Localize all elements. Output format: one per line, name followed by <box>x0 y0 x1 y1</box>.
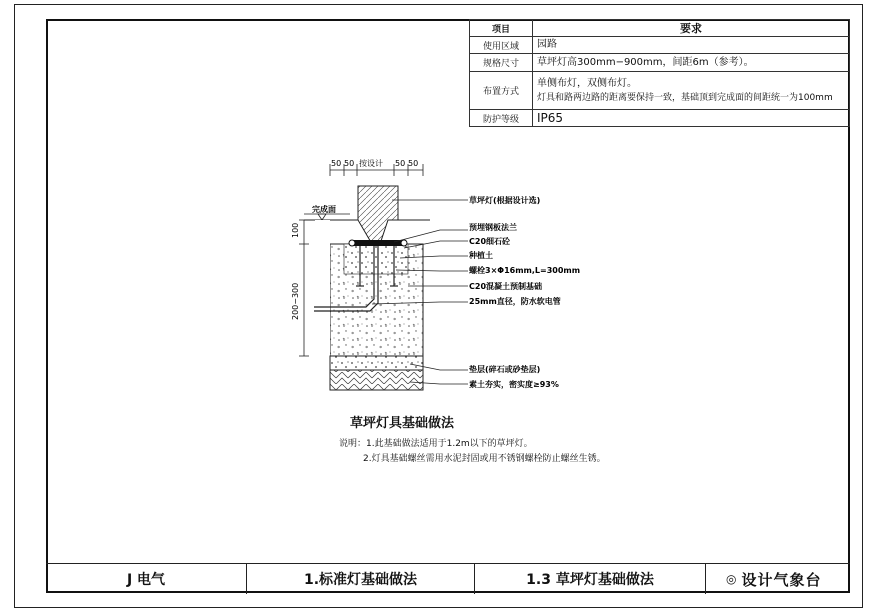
wechat-icon: ◎ <box>726 572 738 586</box>
title-block-logo <box>706 564 850 594</box>
callout-lamp: 草坪灯(根据设计选) <box>469 196 541 205</box>
spec-value-protection: IP65 <box>533 110 850 127</box>
callout-cushion: 垫层(碎石或砂垫层) <box>469 365 541 374</box>
dim-top-1: 50 <box>331 159 342 168</box>
callout-precast-foundation: C20混凝土预制基础 <box>469 282 543 291</box>
cushion-layer <box>330 356 423 370</box>
lawn-lamp-body <box>358 186 398 244</box>
spec-value-layout-line1: 单侧布灯，双侧布灯。 <box>537 77 637 89</box>
note-2: 2.灯具基础螺丝需用水泥封固或用不锈钢螺栓防止螺丝生锈。 <box>363 454 606 464</box>
dim-left-bottom: 200−300 <box>291 282 300 320</box>
spec-key-size: 规格尺寸 <box>470 54 533 72</box>
spec-value-layout-line2: 灯具和路两边路的距离要保持一致，基础顶到完成面的间距统一为100mm <box>537 92 833 103</box>
callout-conduit: 25mm直径，防水软电管 <box>469 297 561 306</box>
callout-fine-concrete: C20细石砼 <box>469 237 511 246</box>
level-marker-icon <box>318 214 326 220</box>
notes-label: 说明： <box>339 439 367 449</box>
callout-rammed-soil: 素土夯实，密实度≥93% <box>469 380 559 389</box>
fine-aggregate-concrete <box>344 244 408 274</box>
spec-value-area: 园路 <box>533 37 850 54</box>
dim-top-4: 50 <box>395 159 406 168</box>
spec-header-requirement: 要求 <box>533 20 850 37</box>
spec-key-layout: 布置方式 <box>470 72 533 110</box>
dim-top-3: 按设计 <box>359 159 383 168</box>
title-block-chapter: 1.标准灯基础做法 <box>247 564 475 594</box>
spec-key-area: 使用区域 <box>470 37 533 54</box>
rammed-soil <box>330 370 423 390</box>
logo-text: 设计气象台 <box>741 570 822 589</box>
callout-bolt: 螺栓3×Φ16mm,L=300mm <box>469 266 581 275</box>
dim-top-5: 50 <box>408 159 419 168</box>
title-block-item: 1.3 草坪灯基础做法 <box>475 564 706 594</box>
drawing-notes <box>339 437 606 467</box>
title-block-section: J 电气 <box>46 564 247 594</box>
dim-top-2: 50 <box>344 159 355 168</box>
spec-value-size: 草坪灯高300mm−900mm，间距6m（参考）。 <box>533 54 850 72</box>
spec-key-protection: 防护等级 <box>470 110 533 127</box>
drawing-title: 草坪灯具基础做法 <box>350 416 455 431</box>
note-1: 1.此基础做法适用于1.2m以下的草坪灯。 <box>366 439 533 449</box>
title-block <box>46 563 850 594</box>
finish-surface-label: 完成面 <box>312 205 336 214</box>
callout-planting-soil: 种植土 <box>469 251 493 260</box>
spec-header-item: 项目 <box>470 20 533 37</box>
callout-flange: 预埋钢板法兰 <box>469 223 517 232</box>
dim-left-top: 100 <box>291 222 300 238</box>
